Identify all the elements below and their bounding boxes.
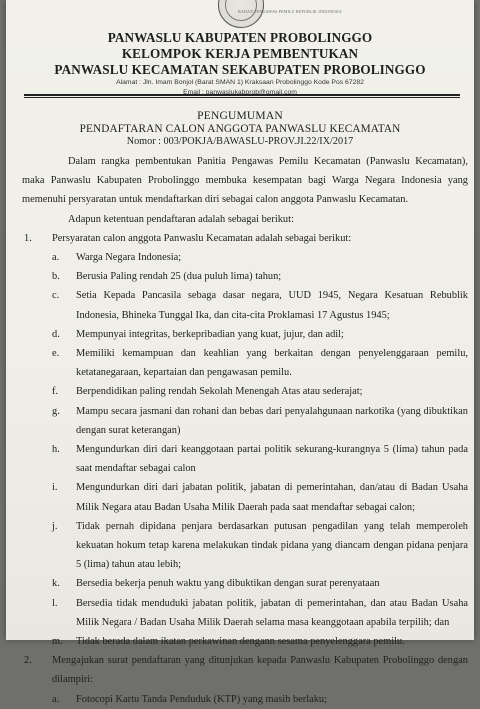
letterhead-rule-thick xyxy=(24,94,460,96)
intro-paragraph: Dalam rangka pembentukan Panitia Pengawas Pemilu Kecamatan (Panwaslu Kecamatan), maka Panwaslu Kabupaten Probolinggo membuka kesempatan bagi Warga Negara Indonesia yang memenuhi persyaratan untuk mendaftarkan diri sebagai calon anggota Panwaslu Kecamatan. xyxy=(22,156,468,206)
list-item xyxy=(22,325,468,344)
letterhead-line-2: KELOMPOK KERJA PEMBENTUKAN xyxy=(121,46,359,61)
list-item-letter: l. xyxy=(52,597,58,609)
list-item-text: Mengundurkan diri dari jabatan politik, jabatan di pemerintahan, dan/atau di Badan Usaha Milik Negara atau Badan Usaha Milik Daerah pada saat mendaftar sebagai calon; xyxy=(76,482,468,513)
section-text: Mengajukan surat pendaftaran yang ditunjukan kepada Panwaslu Kabupaten Probolinggo dengan dilampiri: xyxy=(52,655,468,686)
letterhead-email: Email : panwaslukabprob@gmail.com xyxy=(183,89,297,96)
letterhead-rule-thin xyxy=(24,97,460,98)
list-item-letter: j. xyxy=(52,520,58,532)
list-item-letter: a. xyxy=(52,252,60,264)
announcement-number: Nomor : 003/POKJA/BAWASLU-PROV.JI.22/IX/2017 xyxy=(126,136,354,147)
section-text: Persyaratan calon anggota Panwaslu Kecamatan adalah sebagai berikut: xyxy=(52,232,352,244)
announcement-body xyxy=(22,152,468,709)
announcement-subtitle: PENDAFTARAN CALON ANGGOTA PANWASLU KECAMATAN xyxy=(79,123,401,135)
list-item xyxy=(22,382,468,401)
list-item-text: Berpendidikan paling rendah Sekolah Menengah Atas atau sederajat; xyxy=(76,386,363,398)
announcement-title: PENGUMUMAN xyxy=(197,110,283,122)
list-item xyxy=(22,248,468,267)
section-number: 1. xyxy=(24,232,32,244)
list-item-text: Bersedia bekerja penuh waktu yang dibuktikan dengan surat perenyataan xyxy=(76,578,380,590)
list-item-letter: a. xyxy=(52,693,60,705)
list-item xyxy=(22,478,468,516)
list-item-text: Bersedia tidak menduduki jabatan politik, jabatan di pemerintahan, dan atau Badan Usaha Milik Negara / Badan Usaha Milik Daerah selama masa keanggotaan apabila terpilih; dan xyxy=(76,597,468,628)
list-item-text: Tidak pernah dipidana penjara berdasarkan putusan pengadilan yang telah memperoleh kekuatan hokum tetap karena melakukan tindak pidana yang diancam dengan pidana penjara 5 (lima) tahun atau lebih; xyxy=(76,520,468,571)
section-number: 2. xyxy=(24,655,32,667)
document-page xyxy=(6,0,474,705)
section-1 xyxy=(22,229,468,248)
list-item xyxy=(22,286,468,324)
list-item xyxy=(22,632,468,651)
list-item-text: Berusia Paling rendah 25 (dua puluh lima) tahun; xyxy=(76,271,282,283)
list-item-text: Warga Negara Indonesia; xyxy=(76,252,182,264)
list-item-letter: m. xyxy=(52,636,63,648)
seal-caption: BADAN PENGAWAS PEMILU REPUBLIK INDONESIA xyxy=(238,9,342,14)
letterhead-line-3: PANWASLU KECAMATAN SEKABUPATEN PROBOLINGGO xyxy=(54,62,426,77)
list-item-letter: g. xyxy=(52,405,60,417)
bawaslu-seal-icon xyxy=(218,0,264,28)
list-item-text: Setia Kepada Pancasila sebaga dasar negara, UUD 1945, Negara Kesatuan Rebublik Indonesia, Bhineka Tunggal Ika, dan cita-cita Proklamasi 17 Agustus 1945; xyxy=(76,290,468,321)
list-item-letter: b. xyxy=(52,271,60,283)
letterhead-address: Alamat : Jln. Imam Bonjol (Barat SMAN 1) Kraksaan Probolinggo Kode Pos 67282 xyxy=(116,79,364,86)
list-item-text: Mampu secara jasmani dan rohani dan bebas dari penyalahgunaan narkotika (yang dibuktikan dengan surat keterangan) xyxy=(76,405,468,436)
list-item-text: Memiliki kemampuan dan keahlian yang berkaitan dengan penyelenggaraan pemilu, ketatanegaraan, kepartaian dan pengawasan pemilu. xyxy=(76,348,468,379)
list-item-letter: h. xyxy=(52,444,60,456)
letterhead-line-1: PANWASLU KABUPATEN PROBOLINGGO xyxy=(107,30,373,45)
list-item-text: Fotocopi Kartu Tanda Penduduk (KTP) yang masih berlaku; xyxy=(76,693,328,705)
list-item-letter: k. xyxy=(52,578,60,590)
list-item xyxy=(22,402,468,440)
provisions-paragraph: Adapun ketentuan pendaftaran adalah sebagai berikut: xyxy=(68,213,294,225)
list-item xyxy=(22,517,468,575)
list-item xyxy=(22,344,468,382)
list-item-letter: f. xyxy=(52,386,59,398)
list-item-text: Mengundurkan diri dari keanggotaan partai politik sekurang-kurangnya 5 (lima) tahun pada saat mendaftar sebagai calon xyxy=(76,444,468,475)
section-2 xyxy=(22,651,468,689)
list-item xyxy=(22,574,468,593)
list-item-letter: d. xyxy=(52,328,60,340)
letterhead xyxy=(6,30,474,98)
list-item-letter: i. xyxy=(52,482,58,494)
list-item xyxy=(22,267,468,286)
list-item-letter: e. xyxy=(52,348,60,360)
list-item xyxy=(22,594,468,632)
announcement-header xyxy=(6,110,474,148)
list-item xyxy=(22,440,468,478)
list-item-letter: c. xyxy=(52,290,60,302)
list-item-text: Mempunyai integritas, berkepribadian yang kuat, jujur, dan adil; xyxy=(76,328,344,340)
list-item-text: Tidak berada dalam ikatan perkawinan dengann sesama penyelenggara pemilu. xyxy=(76,636,405,648)
list-item xyxy=(22,690,468,709)
